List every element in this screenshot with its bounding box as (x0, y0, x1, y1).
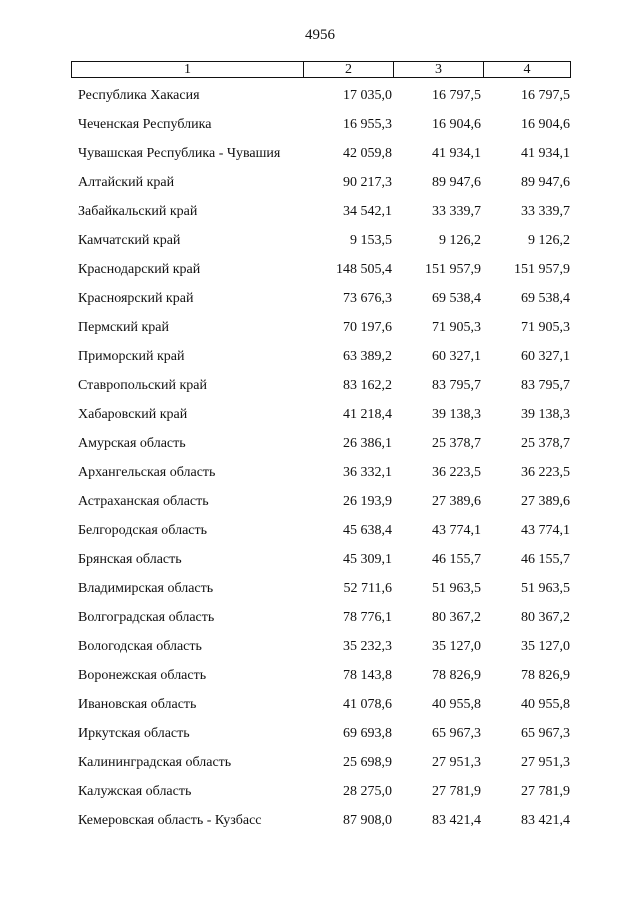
value-cell-c2: 148 505,4 (336, 262, 392, 277)
value-cell-c3: 51 963,5 (432, 581, 481, 596)
value-cell-c3: 89 947,6 (432, 175, 481, 190)
value-cell-c3: 16 797,5 (432, 88, 481, 103)
value-cell-c3: 69 538,4 (432, 291, 481, 306)
value-cell-c4: 83 795,7 (521, 378, 570, 393)
region-name-cell: Алтайский край (78, 175, 175, 190)
region-name-cell: Приморский край (78, 349, 185, 364)
value-cell-c2: 83 162,2 (343, 378, 392, 393)
table-row (0, 202, 640, 231)
value-cell-c2: 36 332,1 (343, 465, 392, 480)
value-cell-c2: 78 143,8 (343, 668, 392, 683)
value-cell-c4: 69 538,4 (521, 291, 570, 306)
region-name-cell: Астраханская область (78, 494, 209, 509)
value-cell-c4: 78 826,9 (521, 668, 570, 683)
value-cell-c3: 41 934,1 (432, 146, 481, 161)
value-cell-c2: 45 309,1 (343, 552, 392, 567)
value-cell-c3: 16 904,6 (432, 117, 481, 132)
region-name-cell: Амурская область (78, 436, 186, 451)
region-name-cell: Брянская область (78, 552, 182, 567)
value-cell-c2: 28 275,0 (343, 784, 392, 799)
value-cell-c4: 33 339,7 (521, 204, 570, 219)
region-name-cell: Забайкальский край (78, 204, 198, 219)
value-cell-c3: 71 905,3 (432, 320, 481, 335)
value-cell-c4: 46 155,7 (521, 552, 570, 567)
value-cell-c2: 25 698,9 (343, 755, 392, 770)
region-name-cell: Калужская область (78, 784, 192, 799)
table-row (0, 695, 640, 724)
region-name-cell: Камчатский край (78, 233, 181, 248)
value-cell-c4: 65 967,3 (521, 726, 570, 741)
value-cell-c4: 60 327,1 (521, 349, 570, 364)
value-cell-c4: 35 127,0 (521, 639, 570, 654)
page-number: 4956 (305, 27, 335, 43)
value-cell-c3: 27 951,3 (432, 755, 481, 770)
value-cell-c4: 16 797,5 (521, 88, 570, 103)
column-header-3: 3 (393, 62, 483, 77)
column-header-2: 2 (303, 62, 393, 77)
table-row (0, 463, 640, 492)
table-row (0, 579, 640, 608)
region-name-cell: Чувашская Республика - Чувашия (78, 146, 281, 161)
region-name-cell: Республика Хакасия (78, 88, 200, 103)
value-cell-c3: 25 378,7 (432, 436, 481, 451)
table-row (0, 86, 640, 115)
table-row (0, 115, 640, 144)
value-cell-c3: 46 155,7 (432, 552, 481, 567)
value-cell-c3: 36 223,5 (432, 465, 481, 480)
value-cell-c3: 78 826,9 (432, 668, 481, 683)
table-row (0, 376, 640, 405)
value-cell-c2: 45 638,4 (343, 523, 392, 538)
table-body (0, 86, 640, 840)
region-name-cell: Иркутская область (78, 726, 190, 741)
value-cell-c2: 41 218,4 (343, 407, 392, 422)
value-cell-c3: 60 327,1 (432, 349, 481, 364)
table-row (0, 724, 640, 753)
table-row (0, 289, 640, 318)
value-cell-c2: 16 955,3 (343, 117, 392, 132)
table-row (0, 434, 640, 463)
region-name-cell: Волгоградская область (78, 610, 215, 625)
region-name-cell: Красноярский край (78, 291, 194, 306)
region-name-cell: Краснодарский край (78, 262, 201, 277)
value-cell-c2: 69 693,8 (343, 726, 392, 741)
value-cell-c3: 83 795,7 (432, 378, 481, 393)
value-cell-c4: 36 223,5 (521, 465, 570, 480)
region-name-cell: Вологодская область (78, 639, 202, 654)
value-cell-c4: 43 774,1 (521, 523, 570, 538)
table-row (0, 231, 640, 260)
value-cell-c3: 43 774,1 (432, 523, 481, 538)
value-cell-c4: 83 421,4 (521, 813, 570, 828)
value-cell-c3: 33 339,7 (432, 204, 481, 219)
value-cell-c2: 34 542,1 (343, 204, 392, 219)
value-cell-c2: 42 059,8 (343, 146, 392, 161)
region-name-cell: Владимирская область (78, 581, 214, 596)
table-row (0, 782, 640, 811)
table-row (0, 608, 640, 637)
region-name-cell: Хабаровский край (78, 407, 188, 422)
table-row (0, 637, 640, 666)
column-header-1: 1 (184, 62, 191, 77)
value-cell-c3: 9 126,2 (439, 233, 481, 248)
value-cell-c2: 26 386,1 (343, 436, 392, 451)
table-row (0, 666, 640, 695)
value-cell-c3: 151 957,9 (425, 262, 481, 277)
region-name-cell: Архангельская область (78, 465, 216, 480)
value-cell-c3: 80 367,2 (432, 610, 481, 625)
region-name-cell: Кемеровская область - Кузбасс (78, 813, 262, 828)
value-cell-c2: 70 197,6 (343, 320, 392, 335)
value-cell-c4: 9 126,2 (528, 233, 570, 248)
value-cell-c4: 27 389,6 (521, 494, 570, 509)
value-cell-c3: 40 955,8 (432, 697, 481, 712)
value-cell-c4: 27 951,3 (521, 755, 570, 770)
table-row (0, 521, 640, 550)
region-name-cell: Воронежская область (78, 668, 207, 683)
value-cell-c2: 87 908,0 (343, 813, 392, 828)
value-cell-c2: 17 035,0 (343, 88, 392, 103)
value-cell-c4: 27 781,9 (521, 784, 570, 799)
region-name-cell: Пермский край (78, 320, 169, 335)
region-name-cell: Ставропольский край (78, 378, 207, 393)
value-cell-c2: 73 676,3 (343, 291, 392, 306)
region-name-cell: Калининградская область (78, 755, 232, 770)
value-cell-c3: 65 967,3 (432, 726, 481, 741)
value-cell-c3: 27 781,9 (432, 784, 481, 799)
value-cell-c2: 35 232,3 (343, 639, 392, 654)
value-cell-c2: 41 078,6 (343, 697, 392, 712)
value-cell-c2: 26 193,9 (343, 494, 392, 509)
table-row (0, 492, 640, 521)
value-cell-c4: 16 904,6 (521, 117, 570, 132)
value-cell-c4: 151 957,9 (514, 262, 570, 277)
value-cell-c2: 90 217,3 (343, 175, 392, 190)
value-cell-c4: 41 934,1 (521, 146, 570, 161)
value-cell-c4: 39 138,3 (521, 407, 570, 422)
value-cell-c3: 35 127,0 (432, 639, 481, 654)
table-row (0, 260, 640, 289)
value-cell-c4: 89 947,6 (521, 175, 570, 190)
value-cell-c2: 63 389,2 (343, 349, 392, 364)
value-cell-c4: 25 378,7 (521, 436, 570, 451)
table-header (71, 61, 571, 78)
table-row (0, 405, 640, 434)
value-cell-c2: 9 153,5 (350, 233, 392, 248)
region-name-cell: Чеченская Республика (78, 117, 212, 132)
table-row (0, 753, 640, 782)
table-row (0, 318, 640, 347)
table-row (0, 347, 640, 376)
value-cell-c4: 40 955,8 (521, 697, 570, 712)
value-cell-c3: 39 138,3 (432, 407, 481, 422)
column-header-4: 4 (483, 62, 570, 77)
region-name-cell: Ивановская область (78, 697, 197, 712)
value-cell-c4: 71 905,3 (521, 320, 570, 335)
value-cell-c4: 51 963,5 (521, 581, 570, 596)
region-name-cell: Белгородская область (78, 523, 208, 538)
value-cell-c3: 83 421,4 (432, 813, 481, 828)
value-cell-c3: 27 389,6 (432, 494, 481, 509)
table-row (0, 144, 640, 173)
table-row (0, 550, 640, 579)
value-cell-c4: 80 367,2 (521, 610, 570, 625)
table-row (0, 173, 640, 202)
table-row (0, 811, 640, 840)
value-cell-c2: 52 711,6 (343, 581, 392, 596)
value-cell-c2: 78 776,1 (343, 610, 392, 625)
